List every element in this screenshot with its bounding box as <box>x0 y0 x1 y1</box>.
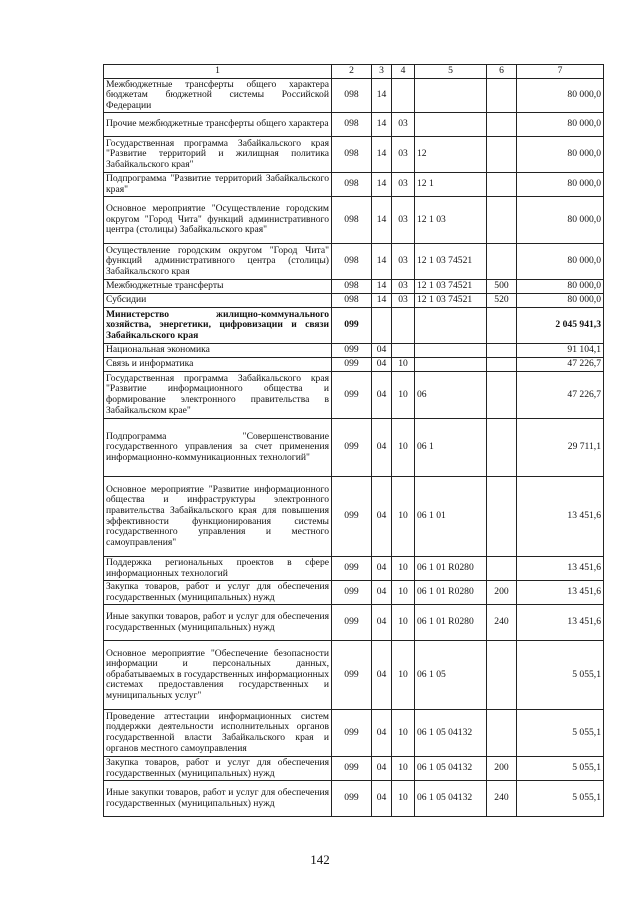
column-header: 5 <box>415 65 487 79</box>
section-code-cell: 04 <box>372 710 392 757</box>
target-article-cell: 06 1 01 R0280 <box>415 605 487 641</box>
ministry-code-cell: 098 <box>332 137 372 173</box>
target-article-cell: 06 1 05 04132 <box>415 757 487 781</box>
row-name-cell: Национальная экономика <box>104 344 332 358</box>
table-row <box>104 557 604 581</box>
row-name-cell: Министерство жилищно-коммунального хозяйства, энергетики, цифровизации и связи Забайкальского края <box>104 308 332 344</box>
section-code-cell: 04 <box>372 344 392 358</box>
ministry-code-cell: 098 <box>332 294 372 308</box>
column-header: 3 <box>372 65 392 79</box>
target-article-cell: 06 1 01 R0280 <box>415 581 487 605</box>
target-article-cell: 06 1 01 <box>415 477 487 557</box>
column-header: 4 <box>392 65 415 79</box>
expense-type-cell: 200 <box>487 757 517 781</box>
subsection-code-cell: 03 <box>392 280 415 294</box>
table-row <box>104 757 604 781</box>
section-code-cell: 14 <box>372 137 392 173</box>
table-header-row <box>104 65 604 79</box>
subsection-code-cell: 10 <box>392 372 415 419</box>
subsection-code-cell <box>392 344 415 358</box>
subsection-code-cell: 03 <box>392 244 415 280</box>
section-code-cell <box>372 308 392 344</box>
target-article-cell <box>415 79 487 113</box>
table-body <box>104 79 604 817</box>
ministry-code-cell: 098 <box>332 280 372 294</box>
subsection-code-cell <box>392 79 415 113</box>
row-name-cell: Связь и информатика <box>104 358 332 372</box>
target-article-cell <box>415 308 487 344</box>
table-row <box>104 280 604 294</box>
subsection-code-cell: 03 <box>392 137 415 173</box>
section-code-cell: 04 <box>372 781 392 817</box>
expense-type-cell <box>487 113 517 137</box>
subsection-code-cell: 10 <box>392 557 415 581</box>
row-name-cell: Субсидии <box>104 294 332 308</box>
amount-cell: 5 055,1 <box>517 710 604 757</box>
amount-cell: 80 000,0 <box>517 197 604 244</box>
ministry-code-cell: 099 <box>332 344 372 358</box>
section-code-cell: 14 <box>372 244 392 280</box>
subsection-code-cell: 10 <box>392 710 415 757</box>
table-row <box>104 244 604 280</box>
table-row <box>104 781 604 817</box>
subsection-code-cell: 10 <box>392 641 415 710</box>
amount-cell: 13 451,6 <box>517 557 604 581</box>
expense-type-cell <box>487 641 517 710</box>
section-code-cell: 14 <box>372 294 392 308</box>
amount-cell: 5 055,1 <box>517 641 604 710</box>
section-code-cell: 14 <box>372 173 392 197</box>
expense-type-cell <box>487 137 517 173</box>
expense-type-cell <box>487 244 517 280</box>
amount-cell: 13 451,6 <box>517 477 604 557</box>
section-code-cell: 04 <box>372 581 392 605</box>
target-article-cell: 12 1 03 74521 <box>415 294 487 308</box>
target-article-cell <box>415 344 487 358</box>
column-header: 7 <box>517 65 604 79</box>
amount-cell: 29 711,1 <box>517 419 604 477</box>
subsection-code-cell: 03 <box>392 197 415 244</box>
ministry-code-cell: 099 <box>332 581 372 605</box>
target-article-cell: 06 1 05 04132 <box>415 781 487 817</box>
expense-type-cell <box>487 344 517 358</box>
subsection-code-cell: 10 <box>392 781 415 817</box>
table-row <box>104 372 604 419</box>
target-article-cell: 12 1 <box>415 173 487 197</box>
table-row <box>104 581 604 605</box>
target-article-cell: 06 1 <box>415 419 487 477</box>
table-row <box>104 137 604 173</box>
subsection-code-cell: 10 <box>392 419 415 477</box>
target-article-cell: 12 1 03 74521 <box>415 280 487 294</box>
section-code-cell: 14 <box>372 197 392 244</box>
section-code-cell: 04 <box>372 358 392 372</box>
table-row <box>104 173 604 197</box>
row-name-cell: Основное мероприятие "Развитие информационного общества и инфраструктуры электронного правительства Забайкальского края для повышения эффективности функционирования системы государственного управления и местного самоуправления" <box>104 477 332 557</box>
row-name-cell: Иные закупки товаров, работ и услуг для обеспечения государственных (муниципальных) нужд <box>104 781 332 817</box>
expense-type-cell <box>487 372 517 419</box>
amount-cell: 2 045 941,3 <box>517 308 604 344</box>
amount-cell: 47 226,7 <box>517 358 604 372</box>
table-row <box>104 308 604 344</box>
section-code-cell: 04 <box>372 605 392 641</box>
table-row <box>104 79 604 113</box>
amount-cell: 5 055,1 <box>517 757 604 781</box>
subsection-code-cell: 10 <box>392 358 415 372</box>
row-name-cell: Основное мероприятие "Обеспечение безопасности информации и персональных данных, обрабатываемых в государственных информационных системах предоставления государственных и муниципальных услуг" <box>104 641 332 710</box>
table-row <box>104 197 604 244</box>
amount-cell: 80 000,0 <box>517 113 604 137</box>
ministry-code-cell: 099 <box>332 372 372 419</box>
table-row <box>104 477 604 557</box>
amount-cell: 13 451,6 <box>517 605 604 641</box>
ministry-code-cell: 098 <box>332 79 372 113</box>
expense-type-cell <box>487 477 517 557</box>
target-article-cell: 12 1 03 <box>415 197 487 244</box>
table-row <box>104 113 604 137</box>
row-name-cell: Межбюджетные трансферты <box>104 280 332 294</box>
expense-type-cell: 500 <box>487 280 517 294</box>
amount-cell: 80 000,0 <box>517 244 604 280</box>
ministry-code-cell: 099 <box>332 641 372 710</box>
subsection-code-cell <box>392 308 415 344</box>
target-article-cell: 06 <box>415 372 487 419</box>
section-code-cell: 04 <box>372 477 392 557</box>
subsection-code-cell: 03 <box>392 173 415 197</box>
row-name-cell: Межбюджетные трансферты общего характера бюджетам бюджетной системы Российской Федерации <box>104 79 332 113</box>
ministry-code-cell: 099 <box>332 308 372 344</box>
ministry-code-cell: 098 <box>332 197 372 244</box>
expense-type-cell: 240 <box>487 605 517 641</box>
row-name-cell: Прочие межбюджетные трансферты общего характера <box>104 113 332 137</box>
column-header: 6 <box>487 65 517 79</box>
table-row <box>104 605 604 641</box>
expense-type-cell <box>487 308 517 344</box>
row-name-cell: Закупка товаров, работ и услуг для обеспечения государственных (муниципальных) нужд <box>104 757 332 781</box>
page-number: 142 <box>310 852 330 867</box>
budget-table <box>103 64 604 817</box>
row-name-cell: Поддержка региональных проектов в сфере информационных технологий <box>104 557 332 581</box>
ministry-code-cell: 098 <box>332 113 372 137</box>
expense-type-cell <box>487 197 517 244</box>
column-header: 1 <box>104 65 332 79</box>
expense-type-cell <box>487 173 517 197</box>
subsection-code-cell: 03 <box>392 113 415 137</box>
target-article-cell <box>415 113 487 137</box>
expense-type-cell <box>487 419 517 477</box>
subsection-code-cell: 10 <box>392 757 415 781</box>
table-row <box>104 344 604 358</box>
section-code-cell: 04 <box>372 641 392 710</box>
amount-cell: 80 000,0 <box>517 294 604 308</box>
target-article-cell: 06 1 05 04132 <box>415 710 487 757</box>
row-name-cell: Закупка товаров, работ и услуг для обеспечения государственных (муниципальных) нужд <box>104 581 332 605</box>
section-code-cell: 14 <box>372 113 392 137</box>
expense-type-cell: 520 <box>487 294 517 308</box>
ministry-code-cell: 099 <box>332 419 372 477</box>
amount-cell: 80 000,0 <box>517 79 604 113</box>
subsection-code-cell: 03 <box>392 294 415 308</box>
target-article-cell <box>415 358 487 372</box>
table-row <box>104 641 604 710</box>
row-name-cell: Проведение аттестации информационных систем поддержки деятельности исполнительных органов государственной власти Забайкальского края и органов местного самоуправления <box>104 710 332 757</box>
row-name-cell: Осуществление городским округом "Город Чита" функций административного центра (столицы) Забайкальского края <box>104 244 332 280</box>
amount-cell: 13 451,6 <box>517 581 604 605</box>
expense-type-cell <box>487 557 517 581</box>
table-row <box>104 358 604 372</box>
target-article-cell: 06 1 05 <box>415 641 487 710</box>
section-code-cell: 04 <box>372 557 392 581</box>
target-article-cell: 12 1 03 74521 <box>415 244 487 280</box>
section-code-cell: 14 <box>372 79 392 113</box>
section-code-cell: 14 <box>372 280 392 294</box>
amount-cell: 80 000,0 <box>517 137 604 173</box>
amount-cell: 80 000,0 <box>517 173 604 197</box>
expense-type-cell <box>487 79 517 113</box>
subsection-code-cell: 10 <box>392 477 415 557</box>
subsection-code-cell: 10 <box>392 581 415 605</box>
target-article-cell: 06 1 01 R0280 <box>415 557 487 581</box>
row-name-cell: Иные закупки товаров, работ и услуг для обеспечения государственных (муниципальных) нужд <box>104 605 332 641</box>
amount-cell: 47 226,7 <box>517 372 604 419</box>
target-article-cell: 12 <box>415 137 487 173</box>
ministry-code-cell: 099 <box>332 710 372 757</box>
row-name-cell: Подпрограмма "Развитие территорий Забайкальского края" <box>104 173 332 197</box>
table-row <box>104 294 604 308</box>
ministry-code-cell: 099 <box>332 781 372 817</box>
amount-cell: 80 000,0 <box>517 280 604 294</box>
section-code-cell: 04 <box>372 757 392 781</box>
row-name-cell: Государственная программа Забайкальского края "Развитие информационного общества и формирование электронного правительства в Забайкальском крае" <box>104 372 332 419</box>
ministry-code-cell: 099 <box>332 557 372 581</box>
table-row <box>104 710 604 757</box>
ministry-code-cell: 099 <box>332 757 372 781</box>
row-name-cell: Подпрограмма "Совершенствование государственного управления за счет применения информационно-коммуникационных технологий" <box>104 419 332 477</box>
expense-type-cell <box>487 358 517 372</box>
column-header: 2 <box>332 65 372 79</box>
amount-cell: 91 104,1 <box>517 344 604 358</box>
section-code-cell: 04 <box>372 419 392 477</box>
subsection-code-cell: 10 <box>392 605 415 641</box>
expense-type-cell <box>487 710 517 757</box>
table-row <box>104 419 604 477</box>
ministry-code-cell: 098 <box>332 173 372 197</box>
amount-cell: 5 055,1 <box>517 781 604 817</box>
ministry-code-cell: 099 <box>332 605 372 641</box>
ministry-code-cell: 098 <box>332 244 372 280</box>
expense-type-cell: 240 <box>487 781 517 817</box>
ministry-code-cell: 099 <box>332 358 372 372</box>
expense-type-cell: 200 <box>487 581 517 605</box>
section-code-cell: 04 <box>372 372 392 419</box>
row-name-cell: Основное мероприятие "Осуществление городским округом "Город Чита" функций административного центра (столицы) Забайкальского края" <box>104 197 332 244</box>
ministry-code-cell: 099 <box>332 477 372 557</box>
row-name-cell: Государственная программа Забайкальского края "Развитие территорий и жилищная политика Забайкальского края" <box>104 137 332 173</box>
